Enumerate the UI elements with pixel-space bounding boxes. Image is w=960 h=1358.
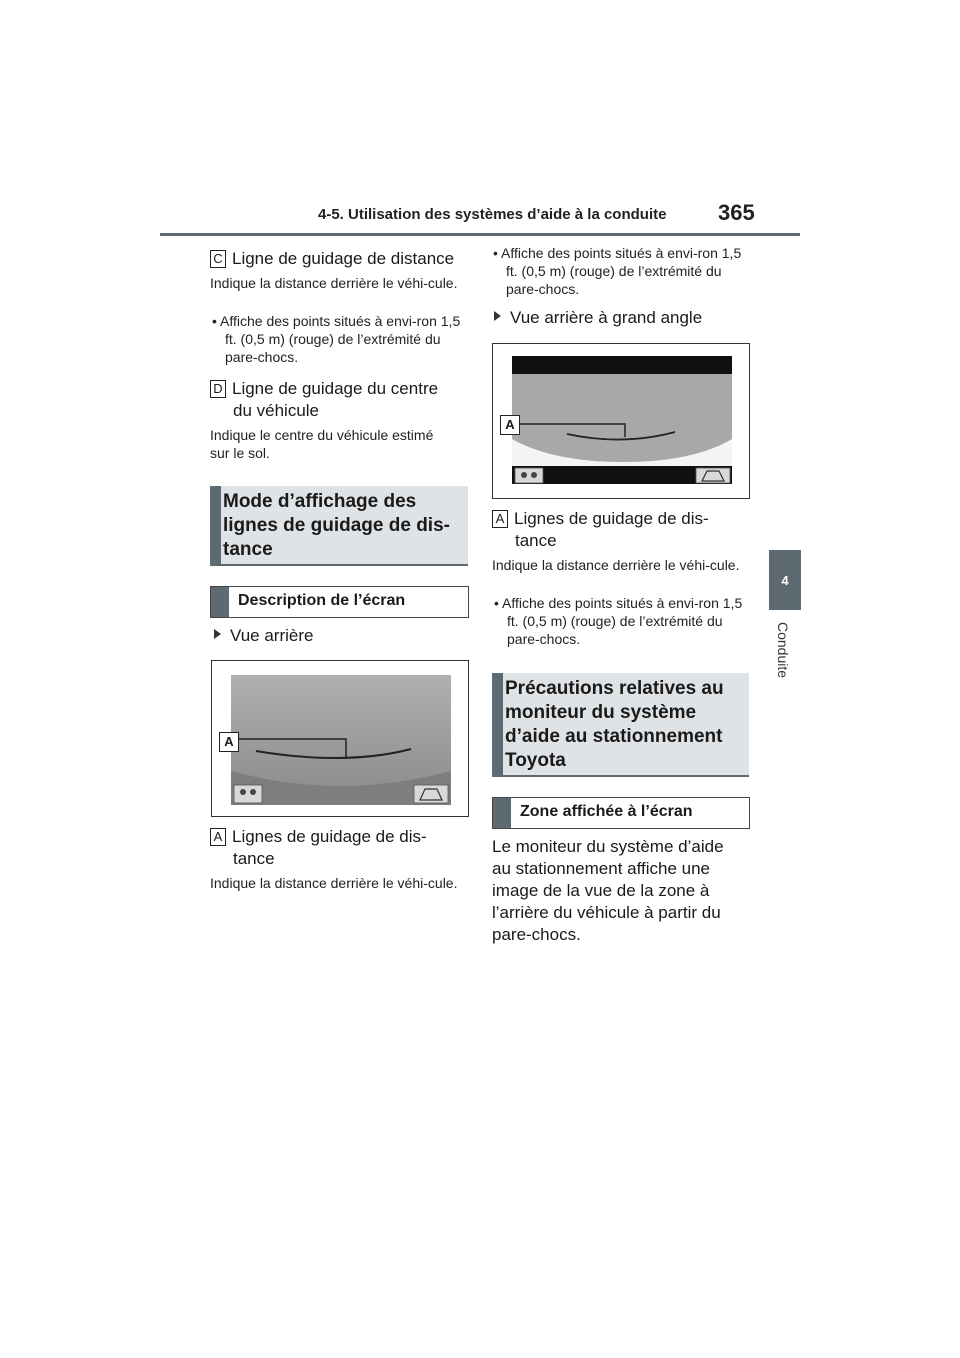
header-rule bbox=[160, 233, 800, 236]
section-heading-precautions: Précautions relatives au moniteur du système d’aide au stationnement Toyota bbox=[492, 673, 749, 777]
rear-view-figure bbox=[211, 660, 469, 817]
rear-view-screen bbox=[212, 661, 468, 816]
right-top-bullet: • Affiche des points situés à envi-ron 1,5 ft. (0,5 m) (rouge) de l’extrémité du pare-chocs. bbox=[493, 245, 742, 297]
letter-a-label: A bbox=[210, 828, 226, 846]
chapter-label: Conduite bbox=[775, 622, 791, 679]
item-d-title-line2: du véhicule bbox=[233, 401, 320, 420]
item-c-title: C Ligne de guidage de distance bbox=[210, 248, 454, 270]
subsection-heading-zone: Zone affichée à l’écran bbox=[492, 797, 750, 829]
letter-c-label: C bbox=[210, 250, 226, 268]
item-c-desc: Indique la distance derrière le véhi-cule. bbox=[210, 275, 458, 291]
right-item-a-bullet: • Affiche des points situés à envi-ron 1,5 ft. (0,5 m) (rouge) de l’extrémité du pare-chocs. bbox=[494, 595, 743, 647]
chapter-tab: 4 bbox=[769, 550, 801, 610]
wide-rear-view-screen bbox=[493, 344, 749, 498]
item-a-title: A Lignes de guidage de dis- bbox=[210, 826, 427, 848]
arrow-right-icon bbox=[214, 629, 221, 639]
right-item-a-title-line2: tance bbox=[515, 531, 557, 550]
subsection-heading-description: Description de l’écran bbox=[210, 586, 469, 618]
item-a-title-line2: tance bbox=[233, 849, 275, 868]
letter-d-label: D bbox=[210, 380, 226, 398]
item-a-desc: Indique la distance derrière le véhi-cule. bbox=[210, 875, 458, 891]
arrow-right-icon bbox=[494, 311, 501, 321]
view-title-wide: Vue arrière à grand angle bbox=[494, 308, 702, 328]
section-heading-mode: Mode d’affichage des lignes de guidage de dis-tance bbox=[210, 486, 468, 566]
item-d-title: D Ligne de guidage du centre bbox=[210, 378, 438, 400]
section-header: 4-5. Utilisation des systèmes d’aide à la conduite bbox=[318, 206, 667, 223]
item-d-desc: Indique le centre du véhicule estimé sur le sol. bbox=[210, 427, 434, 461]
figure-label-a: A bbox=[219, 732, 239, 752]
right-item-a-desc: Indique la distance derrière le véhi-cule. bbox=[492, 557, 740, 573]
figure-label-a: A bbox=[500, 415, 520, 435]
wide-rear-view-figure bbox=[492, 343, 750, 499]
zone-body-text: Le moniteur du système d’aide au stationnement affiche une image de la vue de la zone à l’arrière du véhicule à partir du pare-chocs. bbox=[492, 837, 724, 944]
page-number: 365 bbox=[718, 200, 755, 225]
item-c-bullet: • Affiche des points situés à envi-ron 1,5 ft. (0,5 m) (rouge) de l’extrémité du pare-chocs. bbox=[212, 313, 461, 365]
letter-a-label: A bbox=[492, 510, 508, 528]
right-item-a-title: A Lignes de guidage de dis- bbox=[492, 508, 709, 530]
view-title-rear: Vue arrière bbox=[214, 626, 313, 646]
